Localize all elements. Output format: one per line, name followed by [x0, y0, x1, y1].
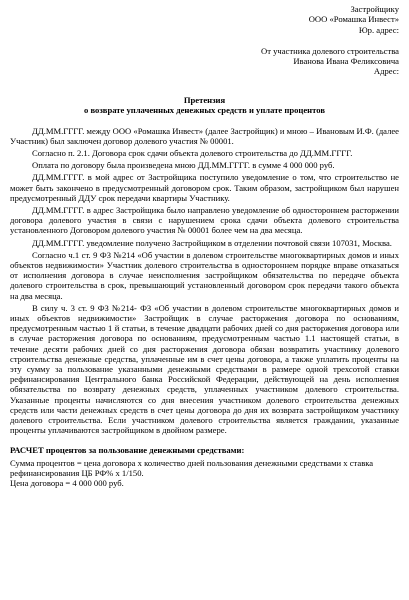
- calculation-block: [10, 458, 399, 489]
- claim-body: [10, 126, 399, 436]
- paragraph-law-part3: В силу ч. 3 ст. 9 ФЗ №214- ФЗ «Об участии в долевом строительстве многоквартирных домов и иных объектов недвижимости» Застройщик в случае расторжения договора по основаниям, предусмотренным частью 1 й статьи, в течение двадцати рабочих дней со дня расторжения договора или в случае расторжения договора по основаниям, предусмотренным частью 1.1 настоящей статьи, в течение десяти рабочих дней со дня расторжения договора обязан возвратить участнику долевого строительства денежные средства, уплаченные им в счет цены договора, а также уплатить проценты на эту сумму за пользование указанными денежными средствами в размере одной трехсотой ставки рефинансирования Центрального банка Российской Федерации, действующей на день исполнения обязательства по возврату денежных средств, уплаченных участником долевого строительства. Указанные проценты начисляются со дня внесения участником долевого строительства денежных средств или части денежных средств в счет цены договора до дня их возврата застройщиком участнику долевого строительства. Если участником долевого строительства является гражданин, указанные проценты уплачиваются застройщиком в двойном размере.: [10, 302, 399, 436]
- sender-label: От участника долевого строительства: [260, 45, 399, 56]
- paragraph-payment: Оплата по договору была произведена мною ДД.ММ.ГГГГ. в сумме 4 000 000 руб.: [32, 160, 335, 171]
- title-main: Претензия: [183, 94, 226, 105]
- paragraph-delay-notice: ДД.ММ.ГГГГ. в мой адрес от Застройщика поступило уведомление о том, что строительство не может быть закончено в предусмотренный договором срок. Таким образом, застройщиком был нарушен предусмотренный ДДУ срок передачи квартиры Участнику.: [10, 172, 399, 203]
- calculation-heading: РАСЧЕТ процентов за пользование денежными средствами:: [10, 445, 245, 456]
- addressee-label: Застройщику: [350, 4, 399, 14]
- addressee-block: [10, 4, 399, 77]
- calculation-formula: Сумма процентов = цена договора х количество дней пользования денежными средствами х ставка рефинансирования ЦБ РФ% х 1/150.: [10, 457, 374, 478]
- paragraph-receipt: ДД.ММ.ГГГГ. уведомление получено Застройщиком в отделении почтовой связи 107031, Москва.: [32, 237, 392, 248]
- paragraph-law-part1: Согласно ч.1 ст. 9 ФЗ №214 «Об участии в долевом строительстве многоквартирных домов и иных объектов недвижимости» Участник долевого строительства в одностороннем порядке вправе отказаться от исполнения договора в случае неисполнения застройщиком обязательства по передаче объекта долевого строительства в срок, превышающий установленный договором срок передачи такого объекта на два месяца.: [10, 249, 399, 301]
- paragraph-deadline: Согласно п. 2.1. Договора срок сдачи объекта долевого строительства до ДД.ММ.ГГГГ.: [32, 147, 353, 158]
- title-subject: о возврате уплаченных денежных средств и уплате процентов: [84, 105, 325, 116]
- paragraph-termination: ДД.ММ.ГГГГ. в адрес Застройщика было направлено уведомление об одностороннем расторжении договора долевого участия в связи с нарушением срока сдачи объекта долевого строительства установленного Договором долевого участия № 00001 более чем на два месяца.: [10, 204, 399, 236]
- calculation-contract-price: Цена договора = 4 000 000 руб.: [10, 478, 124, 489]
- document-title: [10, 95, 399, 116]
- paragraph-contract: ДД.ММ.ГГГГ. между ООО «Ромашка Инвест» (далее Застройщик) и мною – Ивановым И.Ф. (далее Участник) был заключен договор долевого участия № 00001.: [10, 125, 399, 146]
- addressee-company: ООО «Ромашка Инвест»: [308, 14, 399, 25]
- header-spacer: [10, 35, 399, 45]
- sender-name: Иванова Ивана Феликсовича: [293, 55, 399, 66]
- sender-address: Адрес:: [373, 66, 399, 77]
- addressee-legal-address: Юр. адрес:: [358, 24, 399, 35]
